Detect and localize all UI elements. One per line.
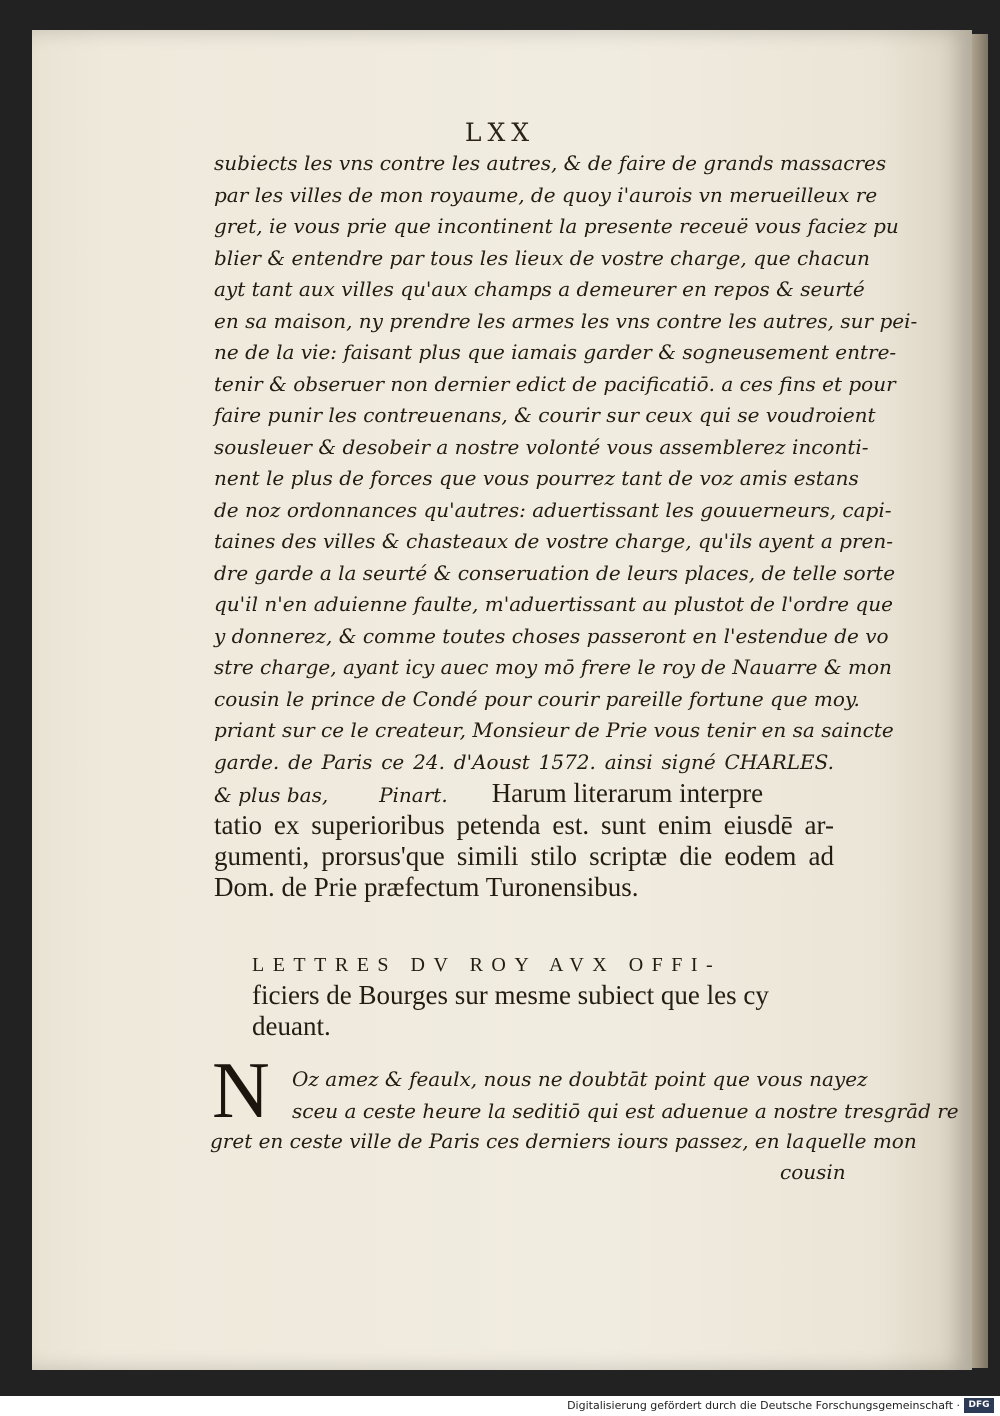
drop-capital: N <box>212 1047 270 1135</box>
text-line: en sa maison, ny prendre les armes les vns contre les autres, sur pei- <box>214 308 918 333</box>
text-line: Oz amez & feaulx, nous ne doubtāt point que vous nayez <box>292 1067 868 1091</box>
text-line: blier & entendre par tous les lieux de vostre charge, que chacun <box>214 245 870 270</box>
signature-line: & plus bas, Pinart. <box>214 783 448 807</box>
heading-line: ficiers de Bourges sur mesme subiect que les cy <box>252 980 769 1010</box>
dfg-logo-icon: DFG <box>964 1398 994 1413</box>
text-line: sousleuer & desobeir a nostre volonté vous assemblerez inconti- <box>214 434 869 459</box>
footer-bar <box>0 1396 1000 1416</box>
text-line: ayt tant aux villes qu'aux champs a demeurer en repos & seurté <box>214 277 865 301</box>
text-line: subiects les vns contre les autres, & de faire de grands massacres <box>214 151 887 175</box>
text-line: ne de la vie: faisant plus que iamais garder & sogneusement entre- <box>214 340 897 364</box>
text-line: par les villes de mon royaume, de quoy i'aurois vn merueilleux re <box>214 182 878 207</box>
text-line: de noz ordonnances qu'autres: aduertissant les gouuerneurs, capi- <box>214 497 892 522</box>
catchword: cousin <box>780 1160 846 1184</box>
folio-number: LXX <box>464 118 536 147</box>
text-line: dre garde a la seurté & conseruation de leurs places, de telle sorte <box>214 560 896 585</box>
text-line: priant sur ce le createur, Monsieur de Prie vous tenir en sa saincte <box>214 718 894 742</box>
funding-notice: Digitalisierung gefördert durch die Deutsche Forschungsgemeinschaft · <box>567 1399 960 1412</box>
text-line: qu'il n'en aduienne faulte, m'aduertissant au plustot de l'ordre que <box>214 592 893 616</box>
text-line: y donnerez, & comme toutes choses passeront en l'estendue de vo <box>214 623 889 648</box>
text-line: nent le plus de forces que vous pourrez tant de voz amis estans <box>214 466 859 490</box>
text-line: sceu a ceste heure la seditiō qui est aduenue a nostre tresgrād re <box>292 1098 959 1123</box>
latin-line: Dom. de Prie præfectum Turonensibus. <box>214 871 639 902</box>
text-line: faire punir les contreuenans, & courir sur ceux qui se voudroient <box>214 403 876 427</box>
heading-line: deuant. <box>252 1011 331 1041</box>
letter-body <box>210 1126 917 1158</box>
text-line: gret, ie vous prie que incontinent la presente receuë vous faciez pu <box>214 214 899 238</box>
text-line: cousin le prince de Condé pour courir pareille fortune que moy. <box>214 686 860 711</box>
main-text-block <box>214 148 918 903</box>
letter-opening <box>292 1064 959 1127</box>
latin-line: gumenti, prorsus'que simili stilo scriptæ die eodem ad <box>214 840 834 871</box>
text-line: taines des villes & chasteaux de vostre charge, qu'ils ayent a pren- <box>214 529 894 553</box>
text-line: garde. de Paris ce 24. d'Aoust 1572. ainsi signé CHARLES. <box>214 749 834 774</box>
latin-line: tatio ex superioribus petenda est. sunt enim eiusdē ar- <box>214 809 834 840</box>
latin-start: Harum literarum interpre <box>491 778 764 808</box>
text-line: stre charge, ayant icy auec moy mō frere le roy de Nauarre & mon <box>214 655 892 679</box>
text-line: gret en ceste ville de Paris ces derniers iours passez, en laquelle mon <box>210 1129 917 1153</box>
mixed-text-line <box>214 778 834 810</box>
text-line: tenir & obseruer non dernier edict de pacificatiō. a ces fins et pour <box>214 371 896 396</box>
section-heading <box>252 950 812 1042</box>
heading-caps-line: LETTRES DV ROY AVX OFFI- <box>252 954 722 976</box>
